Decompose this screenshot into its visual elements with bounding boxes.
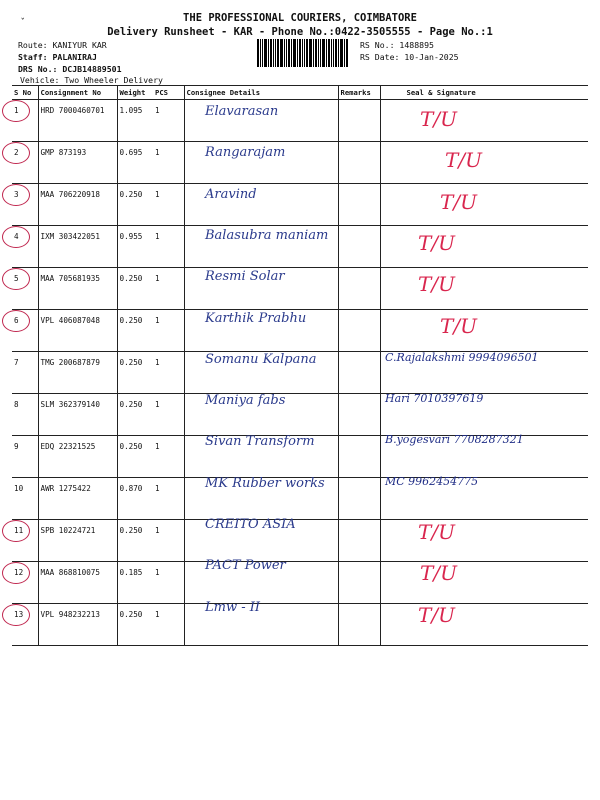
staff-label: Staff: PALANIRAJ	[18, 52, 97, 62]
signature-handwriting: B.yogesvari 7708287321	[385, 433, 524, 447]
row-sno	[12, 184, 38, 226]
signature-handwriting: MC 9962454775	[385, 474, 479, 488]
table-header-row	[12, 86, 588, 100]
row-pcs: 1	[153, 478, 184, 520]
signature-handwriting: T/U	[445, 148, 482, 173]
row-weight: 0.250	[117, 520, 153, 562]
row-consignment: GMP 873193	[38, 142, 117, 184]
row-signature-cell	[380, 562, 588, 604]
row-pcs: 1	[153, 520, 184, 562]
row-sno	[12, 226, 38, 268]
col-header-consignment: Consignment No	[38, 86, 117, 100]
row-consignment: HRD 7000460701	[38, 100, 117, 142]
document-title: THE PROFESSIONAL COURIERS, COIMBATORE	[183, 12, 417, 24]
row-remarks-cell	[338, 184, 380, 226]
consignee-handwriting: Aravind	[205, 186, 257, 202]
row-remarks-cell	[338, 268, 380, 310]
consignee-handwriting: Sivan Transform	[205, 434, 315, 450]
sno-text: 5	[14, 274, 19, 283]
row-sno	[12, 100, 38, 142]
signature-handwriting: T/U	[418, 272, 455, 297]
row-remarks-cell	[338, 352, 380, 394]
consignee-handwriting: Elavarasan	[205, 104, 279, 119]
row-sno	[12, 604, 38, 646]
vehicle-label: Vehicle: Two Wheeler Delivery	[20, 75, 163, 85]
signature-handwriting: T/U	[418, 602, 455, 627]
route-label: Route: KANIYUR KAR	[18, 40, 107, 50]
row-consignment: MAA 868810075	[38, 562, 117, 604]
sno-text: 7	[14, 358, 19, 367]
consignee-handwriting: MK Rubber works	[205, 475, 325, 491]
row-consignment: EDQ 22321525	[38, 436, 117, 478]
barcode-icon	[257, 39, 352, 67]
consignee-handwriting: Resmi Solar	[205, 269, 285, 285]
row-consignment: AWR 1275422	[38, 478, 117, 520]
document-subtitle: Delivery Runsheet - KAR - Phone No.:0422-3505555 - Page No.:1	[107, 26, 493, 38]
row-signature-cell	[380, 184, 588, 226]
row-signature-cell	[380, 604, 588, 646]
row-sno	[12, 478, 38, 520]
row-weight: 0.250	[117, 352, 153, 394]
rs-number: RS No.: 1488895	[360, 40, 434, 50]
sno-text: 1	[14, 106, 19, 115]
row-weight: 0.250	[117, 310, 153, 352]
row-weight: 0.250	[117, 394, 153, 436]
row-remarks-cell	[338, 310, 380, 352]
row-signature-cell	[380, 268, 588, 310]
row-weight: 0.695	[117, 142, 153, 184]
rs-date: RS Date: 10-Jan-2025	[360, 52, 459, 62]
row-weight: 1.095	[117, 100, 153, 142]
row-sno	[12, 352, 38, 394]
row-weight: 0.955	[117, 226, 153, 268]
row-remarks-cell	[338, 604, 380, 646]
consignee-handwriting: CREITO ASIA	[205, 517, 296, 532]
row-sno	[12, 268, 38, 310]
row-consignment: MAA 706220918	[38, 184, 117, 226]
row-pcs: 1	[153, 184, 184, 226]
sno-text: 9	[14, 442, 19, 451]
sno-text: 13	[14, 610, 24, 619]
row-consignment: VPL 948232213	[38, 604, 117, 646]
row-pcs: 1	[153, 310, 184, 352]
row-signature-cell	[380, 100, 588, 142]
row-pcs: 1	[153, 100, 184, 142]
row-weight: 0.250	[117, 268, 153, 310]
row-pcs: 1	[153, 604, 184, 646]
row-pcs: 1	[153, 562, 184, 604]
consignee-handwriting: Lmw - II	[205, 599, 261, 615]
consignee-handwriting: Somanu Kalpana	[205, 351, 317, 367]
consignee-handwriting: Balasubra maniam	[205, 227, 329, 243]
sno-text: 11	[14, 526, 24, 535]
row-sno	[12, 310, 38, 352]
consignee-handwriting: PACT Power	[205, 558, 286, 574]
row-pcs: 1	[153, 142, 184, 184]
signature-handwriting: T/U	[420, 561, 457, 586]
signature-handwriting: T/U	[418, 230, 455, 255]
sno-text: 8	[14, 400, 19, 409]
signature-handwriting: C.Rajalakshmi 9994096501	[385, 350, 539, 364]
col-header-weight: Weight	[117, 86, 153, 100]
col-header-remarks: Remarks	[338, 86, 380, 100]
row-sno	[12, 562, 38, 604]
corner-mark: ˇ	[20, 18, 26, 28]
row-remarks-cell	[338, 478, 380, 520]
col-header-pcs: PCS	[153, 86, 184, 100]
row-consignment: VPL 406087048	[38, 310, 117, 352]
sno-text: 2	[14, 148, 19, 157]
row-remarks-cell	[338, 436, 380, 478]
signature-handwriting: T/U	[418, 520, 455, 544]
row-weight: 0.870	[117, 478, 153, 520]
row-consignment: SLM 362379140	[38, 394, 117, 436]
row-weight: 0.250	[117, 184, 153, 226]
consignee-handwriting: Maniya fabs	[205, 393, 286, 409]
signature-handwriting: T/U	[420, 107, 457, 131]
sno-text: 4	[14, 232, 19, 241]
row-remarks-cell	[338, 562, 380, 604]
row-pcs: 1	[153, 352, 184, 394]
row-remarks-cell	[338, 394, 380, 436]
row-pcs: 1	[153, 268, 184, 310]
sno-text: 6	[14, 316, 19, 325]
row-remarks-cell	[338, 142, 380, 184]
row-weight: 0.250	[117, 436, 153, 478]
signature-handwriting: T/U	[440, 189, 477, 214]
consignee-handwriting: Karthik Prabhu	[205, 310, 307, 326]
row-consignment: TMG 200687879	[38, 352, 117, 394]
row-remarks-cell	[338, 226, 380, 268]
row-signature-cell	[380, 310, 588, 352]
drs-label: DRS No.: DCJB14889501	[18, 64, 122, 74]
col-header-consignee: Consignee Details	[184, 86, 338, 100]
signature-handwriting: T/U	[440, 313, 477, 338]
row-signature-cell	[380, 142, 588, 184]
row-weight: 0.250	[117, 604, 153, 646]
row-pcs: 1	[153, 394, 184, 436]
consignee-handwriting: Rangarajam	[205, 145, 286, 161]
row-consignment: SPB 10224721	[38, 520, 117, 562]
row-sno	[12, 394, 38, 436]
signature-handwriting: Hari 7010397619	[385, 392, 484, 406]
row-sno	[12, 520, 38, 562]
row-sno	[12, 436, 38, 478]
row-consignment: MAA 705681935	[38, 268, 117, 310]
row-remarks-cell	[338, 100, 380, 142]
row-signature-cell	[380, 226, 588, 268]
row-weight: 0.185	[117, 562, 153, 604]
row-sno	[12, 142, 38, 184]
row-pcs: 1	[153, 226, 184, 268]
col-header-sno: S No	[12, 86, 38, 100]
row-consignment: IXM 303422051	[38, 226, 117, 268]
sno-text: 10	[14, 484, 24, 493]
sno-text: 12	[14, 568, 24, 577]
sno-text: 3	[14, 190, 19, 199]
row-pcs: 1	[153, 436, 184, 478]
row-signature-cell	[380, 520, 588, 562]
col-header-signature: Seal & Signature	[380, 86, 588, 100]
row-remarks-cell	[338, 520, 380, 562]
